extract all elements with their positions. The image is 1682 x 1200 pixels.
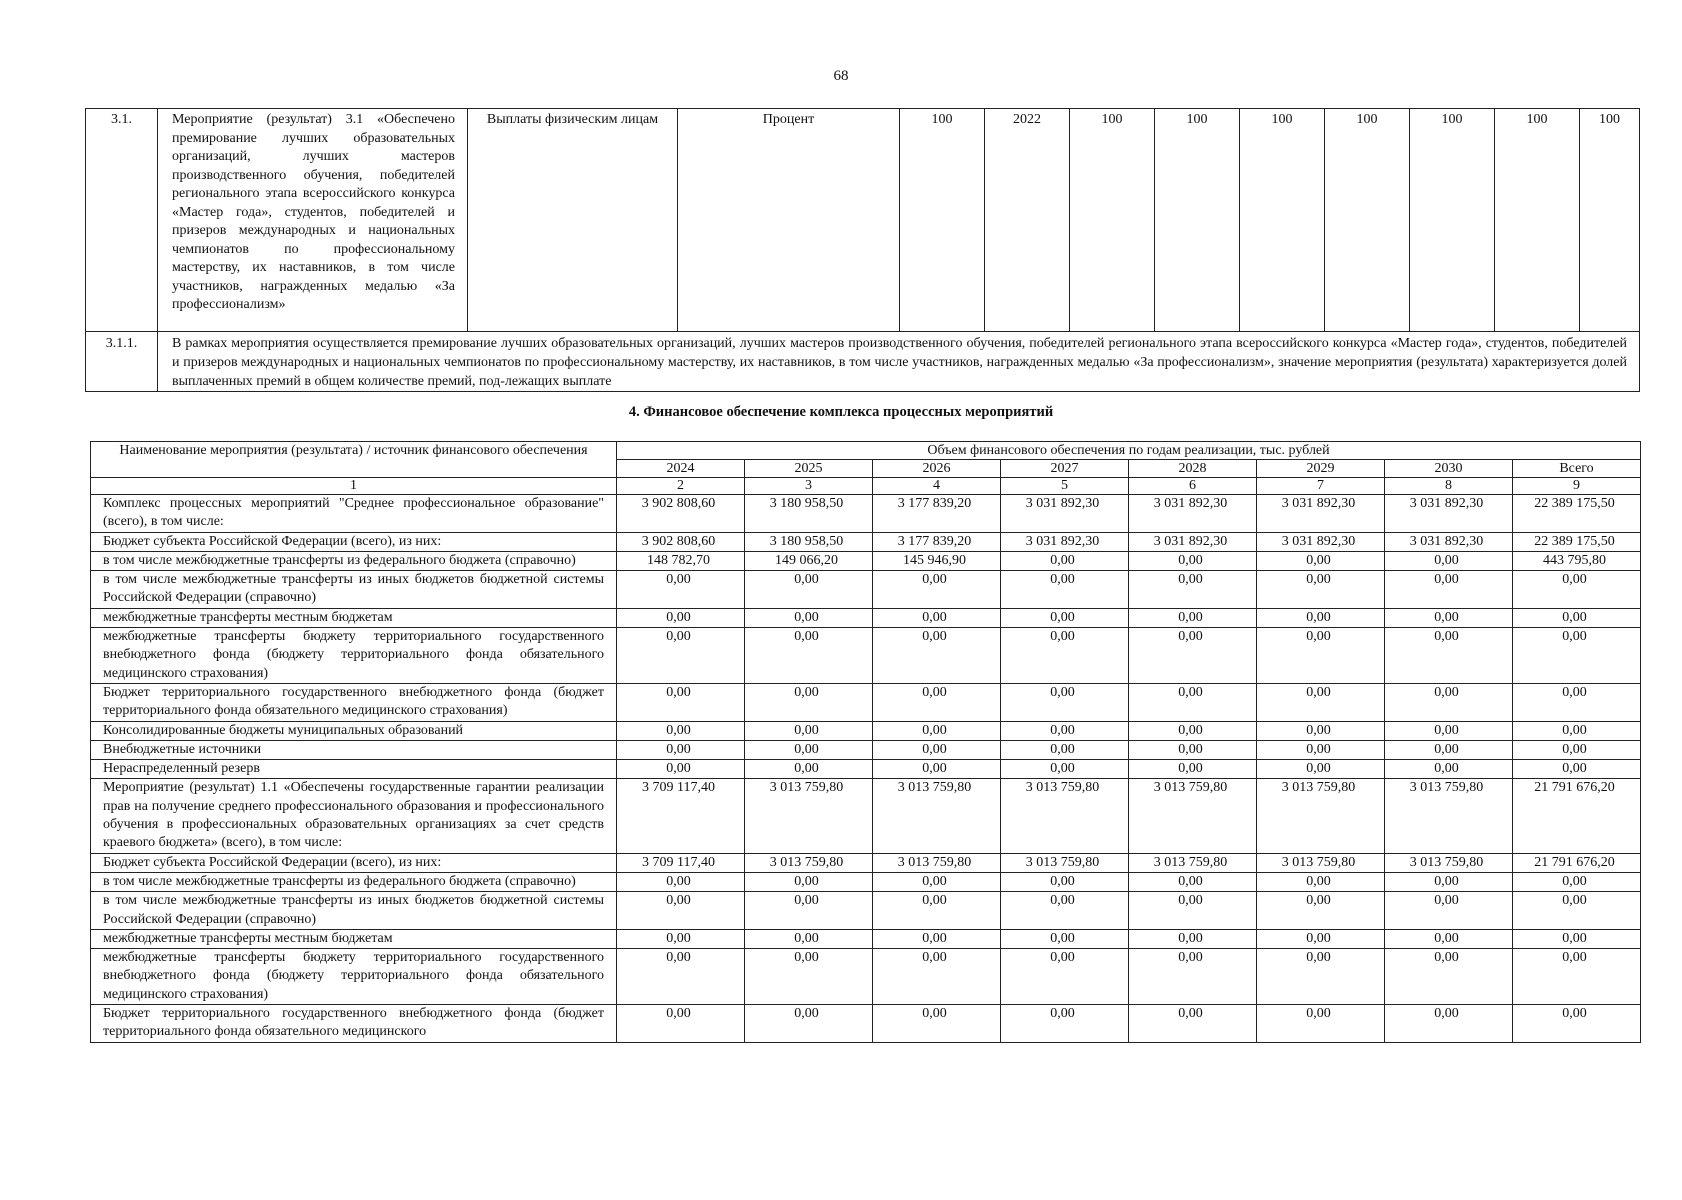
- year-amount: 0,00: [745, 740, 873, 759]
- column-index-row: [91, 478, 1641, 495]
- year-amount: 0,00: [617, 929, 745, 948]
- table-row: [91, 872, 1641, 891]
- result-indicators-table: [85, 108, 1640, 392]
- year-amount: 0,00: [1001, 683, 1129, 721]
- table-row: [91, 740, 1641, 759]
- total-value: 0,00: [1513, 721, 1641, 740]
- year-amount: 0,00: [745, 571, 873, 609]
- year-amount: 3 031 892,30: [1385, 532, 1513, 551]
- year-amount: 0,00: [617, 683, 745, 721]
- year-amount: 0,00: [1257, 872, 1385, 891]
- source-name: в том числе межбюджетные трансферты из иных бюджетов бюджетной системы Российской Федерации (справочно): [91, 571, 617, 609]
- column-index: 3: [745, 478, 873, 495]
- row-number: 3.1.: [86, 109, 158, 332]
- section-title: 4. Финансовое обеспечение комплекса процессных мероприятий: [628, 404, 1054, 420]
- year-amount: 0,00: [873, 608, 1001, 627]
- year-amount: 145 946,90: [873, 551, 1001, 570]
- year-amount: 0,00: [617, 949, 745, 1005]
- year-amount: 0,00: [1385, 740, 1513, 759]
- year-amount: 0,00: [1129, 1005, 1257, 1043]
- source-name: Бюджет территориального государственного внебюджетного фонда (бюджет территориального фонда обязательного медицинского: [91, 1005, 617, 1043]
- header-name: Наименование мероприятия (результата) / источник финансового обеспечения: [91, 442, 617, 478]
- source-name: Консолидированные бюджеты муниципальных образований: [91, 721, 617, 740]
- row-number: 3.1.1.: [86, 332, 158, 392]
- year-amount: 0,00: [745, 872, 873, 891]
- year-amount: 0,00: [1257, 892, 1385, 930]
- year-amount: 0,00: [1001, 721, 1129, 740]
- source-name: Комплекс процессных мероприятий "Среднее профессиональное образование" (всего), в том числе:: [91, 495, 617, 533]
- year-amount: 148 782,70: [617, 551, 745, 570]
- year-amount: 0,00: [1129, 949, 1257, 1005]
- base-value: 100: [900, 109, 985, 332]
- year-amount: 0,00: [1129, 608, 1257, 627]
- table-row: [91, 892, 1641, 930]
- source-name: Бюджет субъекта Российской Федерации (всего), из них:: [91, 532, 617, 551]
- year-amount: 0,00: [745, 892, 873, 930]
- result-type: Выплаты физическим лицам: [468, 109, 678, 332]
- total-value: 0,00: [1513, 760, 1641, 779]
- table-row: [91, 853, 1641, 872]
- year-amount: 3 013 759,80: [1001, 779, 1129, 853]
- year-amount: 0,00: [1257, 628, 1385, 684]
- column-index: 4: [873, 478, 1001, 495]
- year-amount: 0,00: [745, 929, 873, 948]
- year-amount: 0,00: [1129, 571, 1257, 609]
- total-value: 21 791 676,20: [1513, 779, 1641, 853]
- source-name: в том числе межбюджетные трансферты из федерального бюджета (справочно): [91, 551, 617, 570]
- column-index: 8: [1385, 478, 1513, 495]
- year-header: 2026: [873, 460, 1001, 478]
- year-amount: 0,00: [1001, 929, 1129, 948]
- base-year: 2022: [985, 109, 1070, 332]
- year-amount: 0,00: [745, 1005, 873, 1043]
- year-amount: 0,00: [1129, 740, 1257, 759]
- year-amount: 3 709 117,40: [617, 853, 745, 872]
- year-amount: 0,00: [873, 721, 1001, 740]
- year-amount: 0,00: [1385, 683, 1513, 721]
- year-amount: 0,00: [617, 571, 745, 609]
- year-amount: 0,00: [1001, 949, 1129, 1005]
- year-amount: 0,00: [1129, 892, 1257, 930]
- year-value: 100: [1070, 109, 1155, 332]
- year-amount: 3 902 808,60: [617, 495, 745, 533]
- year-amount: 0,00: [873, 740, 1001, 759]
- year-amount: 3 013 759,80: [745, 779, 873, 853]
- year-amount: 3 013 759,80: [1129, 779, 1257, 853]
- year-amount: 3 031 892,30: [1001, 532, 1129, 551]
- year-amount: 0,00: [1129, 872, 1257, 891]
- year-amount: 0,00: [1001, 1005, 1129, 1043]
- source-name: в том числе межбюджетные трансферты из иных бюджетов бюджетной системы Российской Федерации (справочно): [91, 892, 617, 930]
- year-amount: 0,00: [617, 740, 745, 759]
- year-amount: 0,00: [1001, 551, 1129, 570]
- year-amount: 0,00: [1385, 892, 1513, 930]
- year-amount: 0,00: [1129, 551, 1257, 570]
- year-amount: 3 031 892,30: [1001, 495, 1129, 533]
- table-row: [91, 571, 1641, 609]
- year-amount: 0,00: [873, 949, 1001, 1005]
- year-amount: 0,00: [1001, 571, 1129, 609]
- year-amount: 3 180 958,50: [745, 495, 873, 533]
- year-amount: 0,00: [617, 628, 745, 684]
- year-amount: 0,00: [1257, 740, 1385, 759]
- table-row: [91, 495, 1641, 533]
- source-name: Бюджет субъекта Российской Федерации (всего), из них:: [91, 853, 617, 872]
- total-value: 0,00: [1513, 949, 1641, 1005]
- total-value: 0,00: [1513, 628, 1641, 684]
- year-amount: 3 031 892,30: [1129, 495, 1257, 533]
- year-amount: 3 177 839,20: [873, 495, 1001, 533]
- year-amount: 0,00: [745, 628, 873, 684]
- column-index: 7: [1257, 478, 1385, 495]
- source-name: межбюджетные трансферты бюджету территориального государственного внебюджетного фонда (бюджету территориального фонда обязательного медицинского страхования): [91, 949, 617, 1005]
- year-amount: 0,00: [1129, 929, 1257, 948]
- year-amount: 0,00: [617, 608, 745, 627]
- year-amount: 0,00: [1129, 683, 1257, 721]
- year-amount: 0,00: [1385, 760, 1513, 779]
- year-amount: 0,00: [873, 872, 1001, 891]
- financial-support-table: [90, 441, 1641, 1043]
- year-header: 2027: [1001, 460, 1129, 478]
- source-name: межбюджетные трансферты местным бюджетам: [91, 608, 617, 627]
- year-amount: 0,00: [1385, 608, 1513, 627]
- year-amount: 3 031 892,30: [1385, 495, 1513, 533]
- total-value: 22 389 175,50: [1513, 532, 1641, 551]
- year-amount: 0,00: [1257, 760, 1385, 779]
- year-amount: 3 902 808,60: [617, 532, 745, 551]
- header-row: [91, 442, 1641, 460]
- year-header: 2028: [1129, 460, 1257, 478]
- year-amount: 0,00: [873, 892, 1001, 930]
- year-amount: 0,00: [1001, 760, 1129, 779]
- table-row: [91, 608, 1641, 627]
- total-value: 443 795,80: [1513, 551, 1641, 570]
- year-amount: 0,00: [1257, 608, 1385, 627]
- year-amount: 0,00: [1257, 571, 1385, 609]
- year-amount: 0,00: [1385, 551, 1513, 570]
- total-value: 0,00: [1513, 1005, 1641, 1043]
- total-value: 0,00: [1513, 892, 1641, 930]
- total-value: 0,00: [1513, 929, 1641, 948]
- table-row: [91, 628, 1641, 684]
- year-value: 100: [1410, 109, 1495, 332]
- total-header: Всего: [1513, 460, 1641, 478]
- year-amount: 0,00: [873, 571, 1001, 609]
- year-amount: 0,00: [1129, 721, 1257, 740]
- year-amount: 0,00: [1001, 740, 1129, 759]
- table-row: [91, 1005, 1641, 1043]
- year-amount: 0,00: [873, 760, 1001, 779]
- year-amount: 0,00: [873, 1005, 1001, 1043]
- source-name: межбюджетные трансферты местным бюджетам: [91, 929, 617, 948]
- year-amount: 3 013 759,80: [1001, 853, 1129, 872]
- source-name: Бюджет территориального государственного внебюджетного фонда (бюджет территориального фонда обязательного медицинского страхования): [91, 683, 617, 721]
- year-amount: 3 031 892,30: [1257, 532, 1385, 551]
- result-detail-text: В рамках мероприятия осуществляется премирование лучших образовательных организаций, лучших мастеров производственного обучения, победителей регионального этапа всероссийского конкурса «Мастер года», студентов, победителей и призеров международных и национальных чемпионатов по профессиональному мастерству, их наставников, в том числе участников, награжденных медалью «За профессионализм», значение мероприятия (результата) характеризуется долей выплаченных премий в общем количестве премий, под-лежащих выплате: [158, 332, 1640, 392]
- total-value: 21 791 676,20: [1513, 853, 1641, 872]
- year-amount: 0,00: [745, 760, 873, 779]
- year-amount: 3 013 759,80: [873, 779, 1001, 853]
- year-amount: 0,00: [1129, 760, 1257, 779]
- year-value: 100: [1495, 109, 1580, 332]
- year-amount: 0,00: [1001, 872, 1129, 891]
- year-amount: 0,00: [745, 608, 873, 627]
- total-value: 0,00: [1513, 872, 1641, 891]
- source-name: межбюджетные трансферты бюджету территориального государственного внебюджетного фонда (бюджету территориального фонда обязательного медицинского страхования): [91, 628, 617, 684]
- total-value: 22 389 175,50: [1513, 495, 1641, 533]
- year-amount: 0,00: [745, 949, 873, 1005]
- year-amount: 3 013 759,80: [1257, 853, 1385, 872]
- year-amount: 3 180 958,50: [745, 532, 873, 551]
- total-value: 0,00: [1513, 683, 1641, 721]
- year-amount: 0,00: [1385, 872, 1513, 891]
- column-index: 5: [1001, 478, 1129, 495]
- year-amount: 0,00: [617, 760, 745, 779]
- total-value: 0,00: [1513, 608, 1641, 627]
- year-amount: 3 013 759,80: [745, 853, 873, 872]
- year-amount: 3 031 892,30: [1257, 495, 1385, 533]
- year-header: 2025: [745, 460, 873, 478]
- year-header: 2024: [617, 460, 745, 478]
- table-row: [91, 760, 1641, 779]
- source-name: Нераспределенный резерв: [91, 760, 617, 779]
- year-amount: 3 013 759,80: [1129, 853, 1257, 872]
- year-amount: 3 013 759,80: [1257, 779, 1385, 853]
- unit: Процент: [678, 109, 900, 332]
- year-amount: 0,00: [745, 683, 873, 721]
- year-amount: 3 013 759,80: [873, 853, 1001, 872]
- year-amount: 3 013 759,80: [1385, 853, 1513, 872]
- year-amount: 0,00: [1257, 929, 1385, 948]
- header-volume: Объем финансового обеспечения по годам реализации, тыс. рублей: [617, 442, 1641, 460]
- year-amount: 3 177 839,20: [873, 532, 1001, 551]
- year-amount: 0,00: [1257, 721, 1385, 740]
- year-amount: 0,00: [1257, 551, 1385, 570]
- year-header: 2030: [1385, 460, 1513, 478]
- year-amount: 0,00: [1257, 1005, 1385, 1043]
- table-row: [91, 683, 1641, 721]
- year-amount: 0,00: [1257, 683, 1385, 721]
- year-amount: 3 709 117,40: [617, 779, 745, 853]
- year-amount: 0,00: [873, 683, 1001, 721]
- year-amount: 0,00: [1385, 929, 1513, 948]
- column-index: 6: [1129, 478, 1257, 495]
- year-amount: 0,00: [1385, 1005, 1513, 1043]
- year-amount: 0,00: [617, 721, 745, 740]
- result-name: Мероприятие (результат) 3.1 «Обеспечено премирование лучших образовательных организаций, лучших мастеров производственного обучения, победителей регионального этапа всероссийского конкурса «Мастер года», студентов, победителей и призеров международных и национальных чемпионатов по профессиональному мастерству, их наставников, в том числе участников, награжденных медалью «За профессионализм»: [158, 109, 468, 332]
- year-amount: 0,00: [873, 929, 1001, 948]
- year-value: 100: [1580, 109, 1640, 332]
- result-detail-row: [86, 332, 1640, 392]
- year-amount: 0,00: [1257, 949, 1385, 1005]
- source-name: Мероприятие (результат) 1.1 «Обеспечены государственные гарантии реализации прав на получение среднего профессионального образования и профессионального обучения в профессиональных образовательных организациях за счет средств краевого бюджета» (всего), в том числе:: [91, 779, 617, 853]
- year-amount: 0,00: [1129, 628, 1257, 684]
- year-value: 100: [1240, 109, 1325, 332]
- column-index: 9: [1513, 478, 1641, 495]
- year-amount: 0,00: [617, 892, 745, 930]
- table-row: [91, 532, 1641, 551]
- year-amount: 3 013 759,80: [1385, 779, 1513, 853]
- page-number: 68: [833, 68, 849, 84]
- year-header: 2029: [1257, 460, 1385, 478]
- year-amount: 0,00: [873, 628, 1001, 684]
- year-amount: 0,00: [1385, 628, 1513, 684]
- year-amount: 0,00: [1001, 608, 1129, 627]
- year-value: 100: [1325, 109, 1410, 332]
- year-amount: 0,00: [617, 872, 745, 891]
- year-amount: 3 031 892,30: [1129, 532, 1257, 551]
- year-amount: 149 066,20: [745, 551, 873, 570]
- year-amount: 0,00: [1385, 721, 1513, 740]
- year-amount: 0,00: [1385, 571, 1513, 609]
- year-amount: 0,00: [1001, 892, 1129, 930]
- column-index: 2: [617, 478, 745, 495]
- year-amount: 0,00: [1385, 949, 1513, 1005]
- year-amount: 0,00: [745, 721, 873, 740]
- column-index: 1: [91, 478, 617, 495]
- total-value: 0,00: [1513, 571, 1641, 609]
- year-value: 100: [1155, 109, 1240, 332]
- year-amount: 0,00: [1001, 628, 1129, 684]
- total-value: 0,00: [1513, 740, 1641, 759]
- table-row: [91, 721, 1641, 740]
- table-row: [91, 929, 1641, 948]
- source-name: в том числе межбюджетные трансферты из федерального бюджета (справочно): [91, 872, 617, 891]
- table-row: [91, 949, 1641, 1005]
- result-row: [86, 109, 1640, 332]
- year-amount: 0,00: [617, 1005, 745, 1043]
- table-row: [91, 551, 1641, 570]
- table-row: [91, 779, 1641, 853]
- source-name: Внебюджетные источники: [91, 740, 617, 759]
